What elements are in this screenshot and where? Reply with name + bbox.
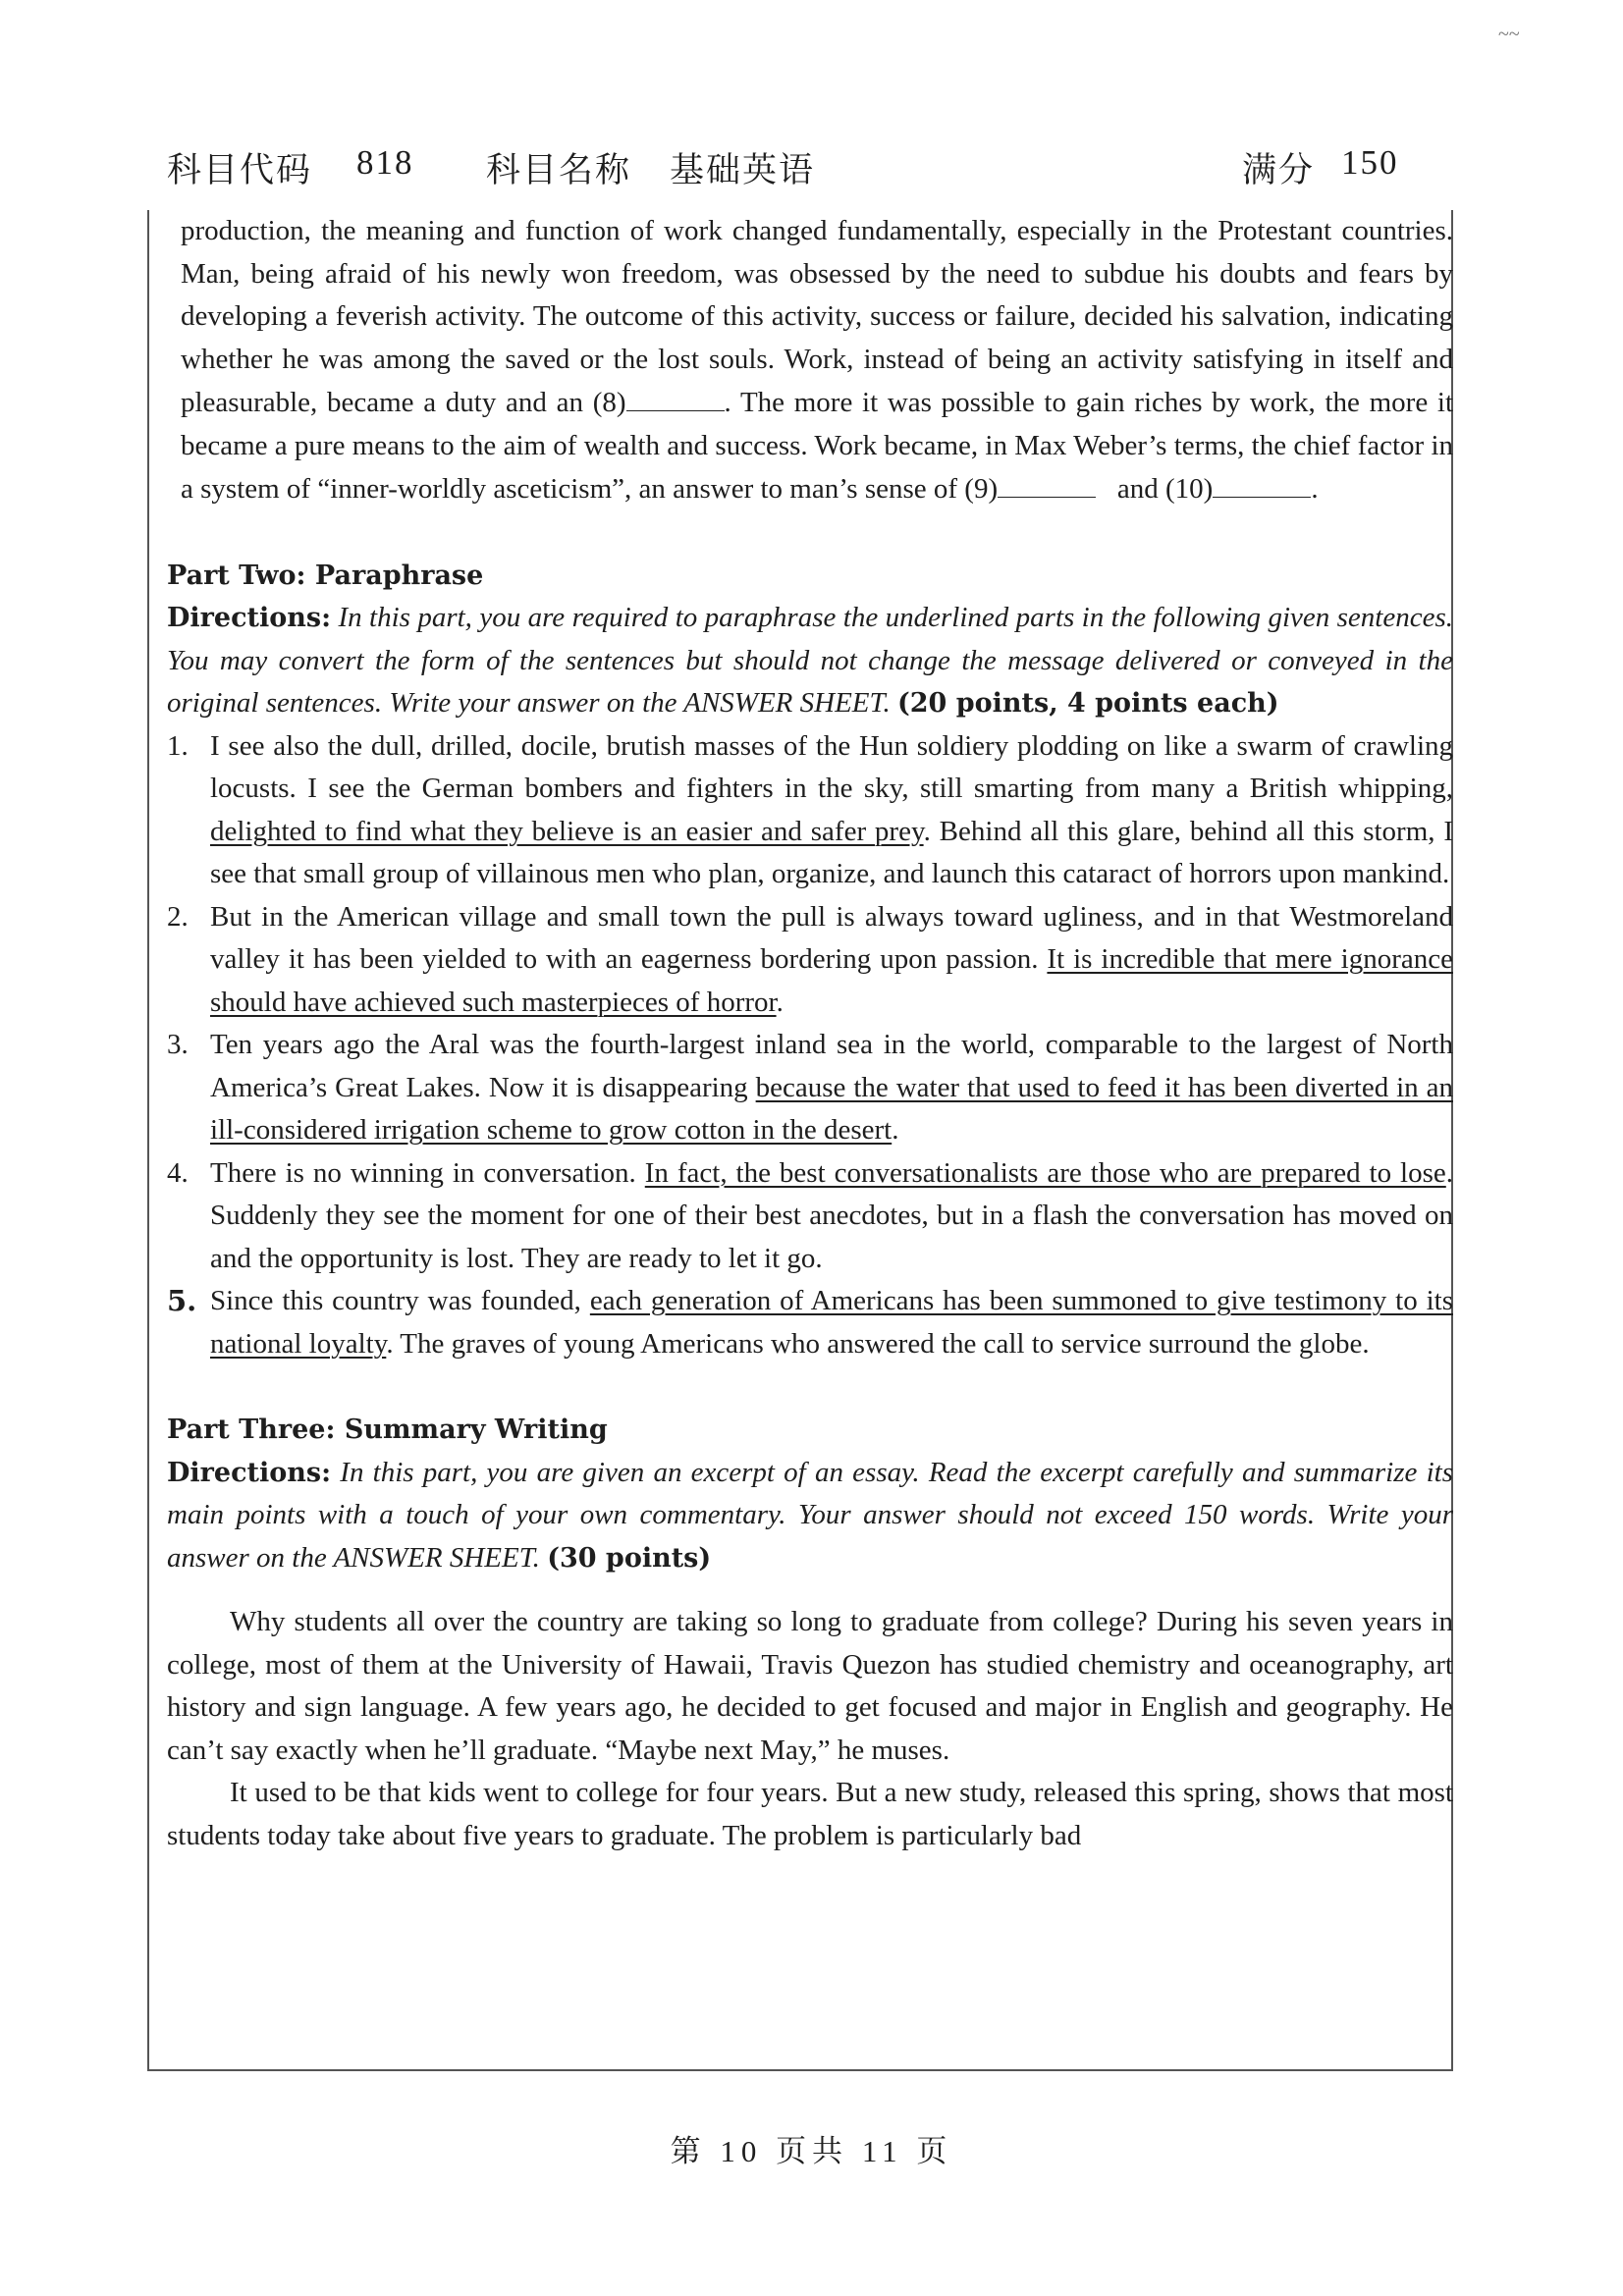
blank-10-line	[1213, 467, 1311, 498]
item-text: Since this country was founded,	[210, 1285, 590, 1316]
underlined-phrase: delighted to find what they believe is an easier and safer prey	[210, 815, 924, 847]
page-total: 11	[861, 2134, 903, 2168]
list-item	[167, 1024, 1453, 1152]
list-item	[167, 725, 1453, 896]
blank-8-line	[626, 381, 725, 411]
page-suffix: 页	[916, 2134, 953, 2168]
item-text: But in the American village and small town the pull is always toward ugliness, and in that Westmoreland valley it has been yielded to with an eagerness bordering upon passion.	[210, 900, 1453, 975]
part-three-directions-label: Directions:	[167, 1457, 332, 1488]
item-number: 2.	[167, 900, 189, 933]
exam-header	[167, 143, 1443, 192]
blank-10-label: (10)	[1165, 473, 1214, 505]
subject-name-label: 科目名称	[486, 151, 632, 189]
part-two	[167, 555, 1453, 1366]
list-item	[167, 1152, 1453, 1281]
passage-continued: production, the meaning and function of work changed fundamentally, especially in the Protestant countries. Man, being afraid of his newly won freedom, was obsessed by the need to subdue his doubts and fears by developing a feverish activity. The outcome of this activity, success or failure, decided his salvation, indicating whether he was among the saved or the lost souls. Work, instead of being an activity satisfying in itself and pleasurable, became a duty and an (8) . The more it was possible to gain riches by work, the more it became a pure means to the aim of wealth and success. Work became, in Max Weber’s terms, the chief factor in a system of “inner-worldly asceticism”, an answer to man’s sense of (9) and (10) .	[181, 215, 1453, 505]
underlined-phrase: each generation of Americans has been summoned to give testimony to its national loyalty	[210, 1285, 1453, 1360]
scan-mark: ~~	[1498, 24, 1520, 45]
and-text: and	[1116, 473, 1159, 505]
underlined-phrase: In fact, the best conversationalists are those who are prepared to lose	[644, 1156, 1446, 1189]
exam-content	[167, 210, 1454, 1857]
part-three-title: Part Three: Summary Writing	[167, 1415, 608, 1445]
page-footer	[0, 2126, 1623, 2170]
item-text-after: . Suddenly they see the moment for one of their best anecdotes, but in a flash the conversation has moved on and the opportunity is lost. They are ready to let it go.	[210, 1156, 1454, 1274]
page-mid: 页共	[776, 2134, 849, 2168]
item-number: 3.	[167, 1029, 189, 1060]
subject-name-value: 基础英语	[670, 151, 816, 189]
subject-code-label: 科目代码	[167, 151, 313, 189]
item-text-after: .	[892, 1114, 899, 1146]
list-item	[167, 1280, 1453, 1365]
passage-text-a: production, the meaning and function of work changed fundamentally, especially in the Protestant countries. Man, being afraid of his newly won freedom, was obsessed by the need to subdue his doubts and fears by developing a feverish activity. The outcome of this activity, success or failure, decided his salvation, indicating whether he was among the saved or the lost souls. Work, instead of being an activity satisfying in itself and pleasurable, became a duty and an	[181, 215, 1453, 418]
item-text-after: . The graves of young Americans who answered the call to service surround the globe.	[386, 1327, 1370, 1360]
part-two-points: (20 points, 4 points each)	[897, 688, 1279, 719]
part-two-title: Part Two: Paraphrase	[167, 560, 484, 591]
item-number: 1.	[167, 729, 189, 762]
part-two-directions-text: In this part, you are required to paraphrase the underlined parts in the following given sentences. You may convert the form of the sentences but should not change the message delivered or conveyed in the original sentences. Write your answer on the ANSWER SHEET.	[167, 602, 1454, 719]
full-score-value: 150	[1341, 143, 1399, 182]
part-three	[167, 1409, 1453, 1857]
blank-9-label: (9)	[964, 473, 999, 505]
item-number: 5.	[167, 1284, 197, 1317]
item-text: I see also the dull, drilled, docile, brutish masses of the Hun soldiery plodding on like a swarm of crawling locusts. I see the German bombers and fighters in the sky, still smarting from many a British whipping,	[210, 729, 1453, 804]
underlined-phrase: It is incredible that mere ignorance should have achieved such masterpieces of horror	[210, 943, 1453, 1018]
passage-text-b: The more it was possible to gain riches by work, the more it became a pure means to the aim of wealth and success. Work became, in Max Weber’s terms, the chief factor in a system of “inner-worldly asceticism”, an answer to man’s sense of	[181, 387, 1453, 505]
item-text: There is no winning in conversation.	[210, 1156, 636, 1189]
excerpt-paragraph-1: Why students all over the country are taking so long to graduate from college? During his seven years in college, most of them at the University of Hawaii, Travis Quezon has studied chemistry and oceanography, art history and sign language. A few years ago, he decided to get focused and major in English and geography. He can’t say exactly when he’ll graduate. “Maybe next May,” he muses.	[167, 1606, 1453, 1766]
subject-code-value: 818	[356, 143, 414, 182]
part-three-points: (30 points)	[547, 1542, 712, 1574]
paraphrase-list	[167, 725, 1453, 1366]
item-text: Ten years ago the Aral was the fourth-largest inland sea in the world, comparable to the largest of North America’s Great Lakes. Now it is disappearing	[210, 1029, 1453, 1103]
part-three-directions-text: In this part, you are given an excerpt of an essay. Read the excerpt carefully and summarize its main points with a touch of your own commentary. Your answer should not exceed 150 words. Write your answer on the ANSWER SHEET.	[167, 1456, 1454, 1574]
item-text-after: .	[776, 986, 784, 1018]
page-prefix: 第	[670, 2134, 707, 2168]
excerpt-paragraph-2: It used to be that kids went to college for four years. But a new study, released this spring, shows that most students today take about five years to graduate. The problem is particularly bad	[167, 1777, 1453, 1851]
item-text-after: . Behind all this glare, behind all this storm, I see that small group of villainous men who plan, organize, and launch this cataract of horrors upon mankind.	[210, 815, 1453, 889]
item-number: 4.	[167, 1156, 189, 1189]
blank-8-label: (8)	[592, 387, 626, 418]
part-two-directions	[167, 597, 1453, 725]
page-number: 10	[720, 2134, 763, 2168]
part-three-directions	[167, 1452, 1453, 1580]
blank-9-line	[998, 467, 1096, 498]
full-score-label: 满分	[1242, 151, 1316, 189]
part-two-directions-label: Directions:	[167, 603, 332, 633]
list-item	[167, 896, 1453, 1025]
underlined-phrase: because the water that used to feed it has been diverted in an ill-considered irrigation scheme to grow cotton in the desert	[210, 1071, 1453, 1146]
